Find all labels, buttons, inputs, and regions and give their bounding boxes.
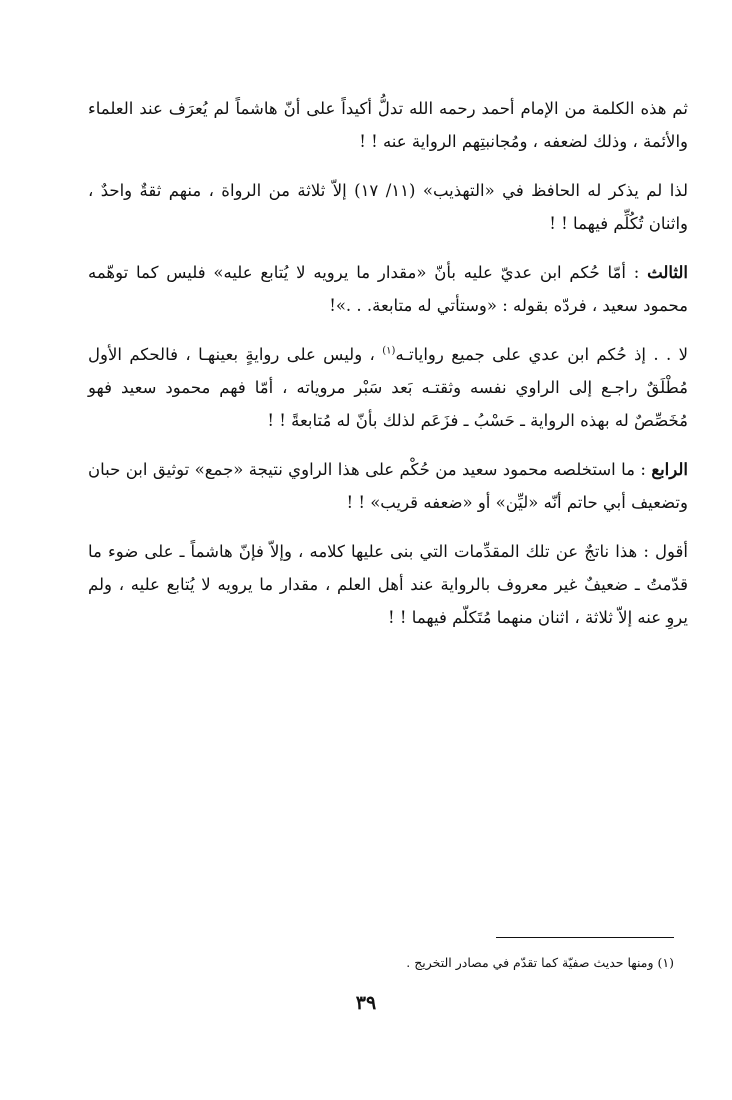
page-number: ٣٩ [355,992,377,1014]
paragraph-6 [88,535,688,634]
paragraph-4-text-continued: ، وليس على روايةٍ بعينهـا ، فالحكم الأول مُطْلَقٌ راجـع إلى الراوي نفسه وثقتـه بَعد سَبْر مروياته ، أمّا فهم محمود سعيد فهو مُخَصِّصٌ له بهذه الرواية ـ حَسْبُ ـ فزَعَم لذلك بأنّ له مُتابعةً ! ! [88,345,688,430]
paragraph-1 [88,92,688,158]
footnote-divider [496,937,674,938]
paragraph-3-text: : أمّا حُكم ابن عديّ عليه بأنّ «مقدار ما يرويه لا يُتابع عليه» فليس كما توهّمه محمود سعيد ، فردّه بقوله : «وستأتي له متابعة. . .»! [88,263,688,315]
footnote-marker: (١) [382,345,396,357]
paragraph-3 [88,256,688,322]
footnote: (١) ومنها حديث صفيّة كما تقدّم في مصادر التخريج . [406,955,674,970]
paragraph-1-text: ثم هذه الكلمة من الإمام أحمد رحمه الله تدلُّ أكيداً على أنّ هاشماً لم يُعرَف عند العلماء والأئمة ، وذلك لضعفه ، ومُجانبتِهم الرواية عنه ! ! [88,99,688,151]
paragraph-3-lead: الثالث [647,263,688,282]
paragraph-4-text: لا . . إذ حُكم ابن عدي على جميع رواياتـه [395,345,688,364]
paragraph-5-lead: الرابع [651,460,688,479]
paragraph-4 [88,338,688,437]
paragraph-6-text: أقول : هذا ناتجٌ عن تلك المقدِّمات التي بنى عليها كلامه ، وإلاّ فإنّ هاشماً ـ على ضوء ما قدّمتُ ـ ضعيفٌ غير معروف بالرواية عند أهل العلم ، مقدار ما يرويه لا يُتابع عليه ، ولم يروِ عنه إلاّ ثلاثة ، اثنان منهما مُتَكلّم فيهما ! ! [88,542,688,627]
main-text [88,92,688,650]
paragraph-5-text: : ما استخلصه محمود سعيد من حُكْم على هذا الراوي نتيجة «جمع» توثيق ابن حبان وتضعيف أبي حاتم أنّه «ليِّن» أو «ضعفه قريب» ! ! [88,460,688,512]
paragraph-2 [88,174,688,240]
paragraph-5 [88,453,688,519]
paragraph-2-text: لذا لم يذكر له الحافظ في «التهذيب» (١١/ ١٧) إلاّ ثلاثة من الرواة ، منهم ثقةٌ واحدٌ ، واثنان تُكُلِّم فيهما ! ! [88,181,688,233]
